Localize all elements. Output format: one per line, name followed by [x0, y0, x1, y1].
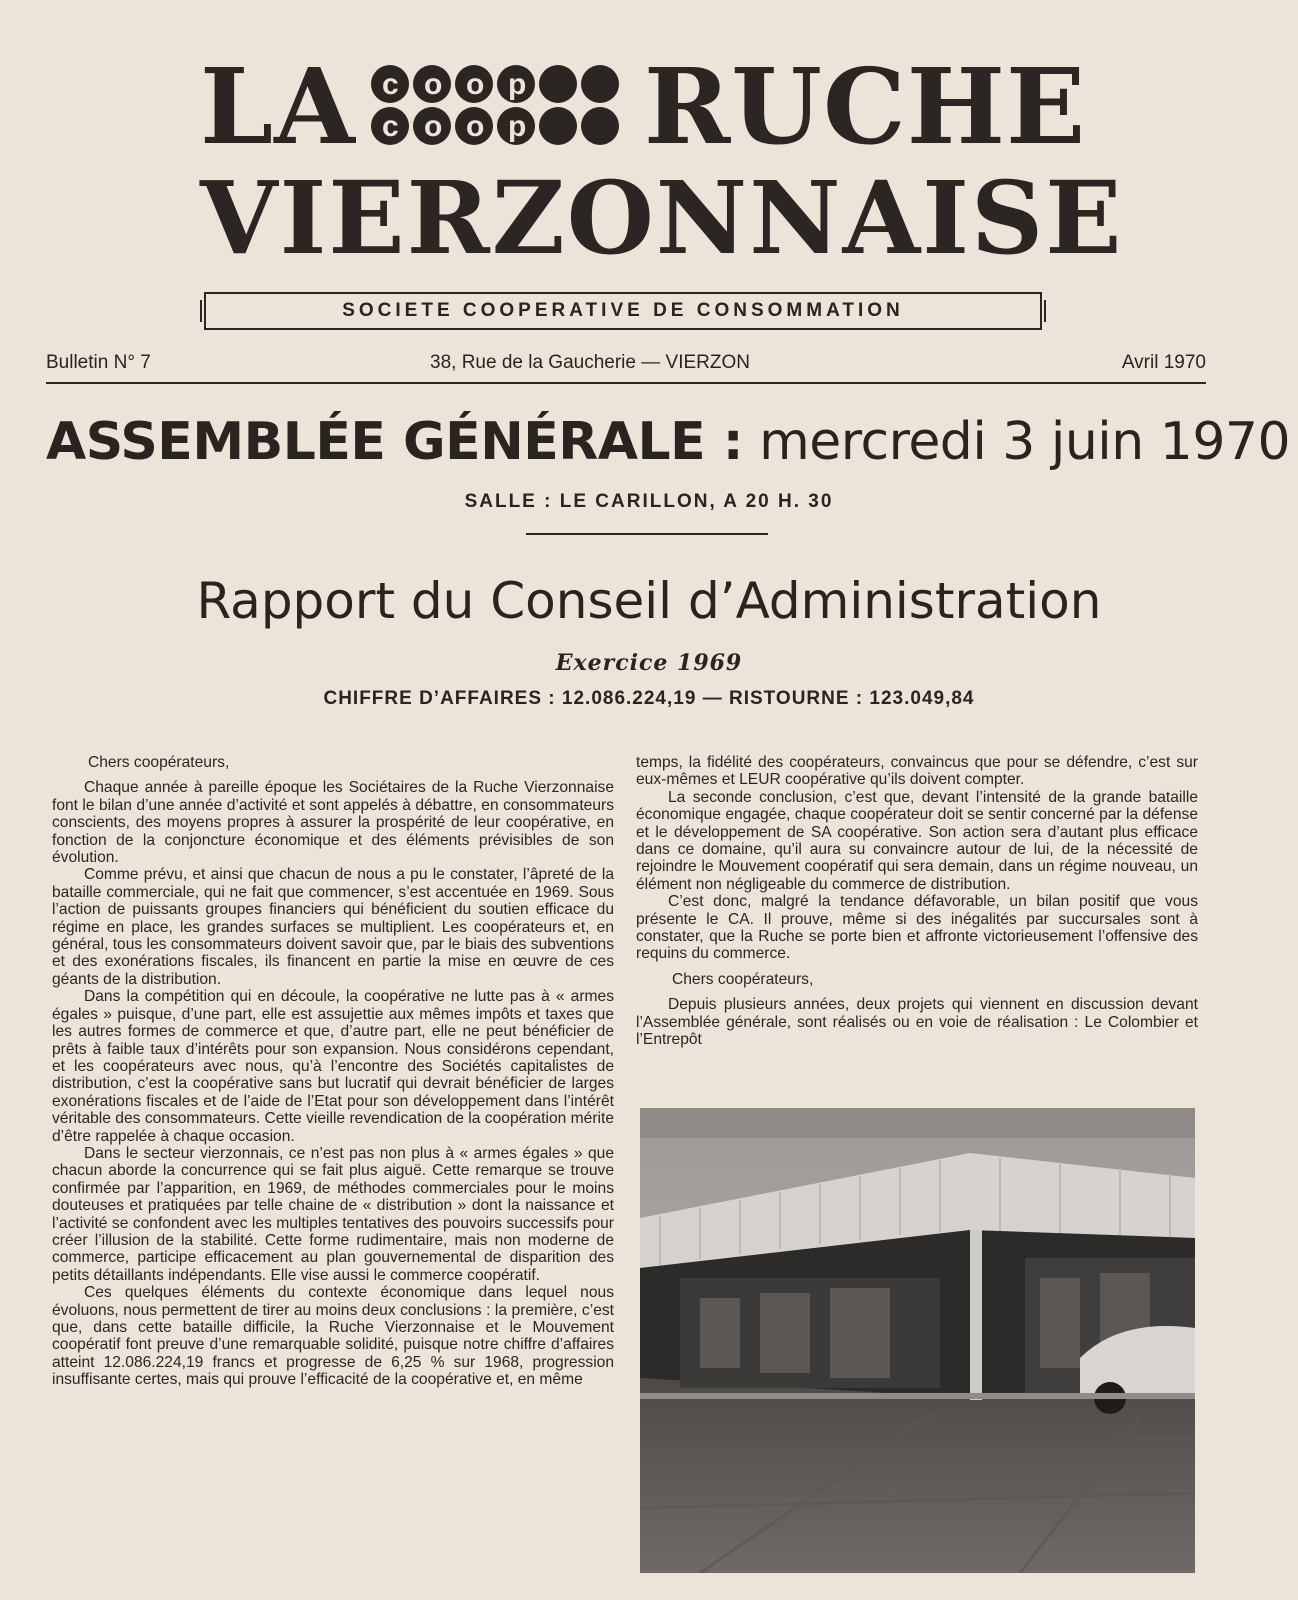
info-line: [46, 352, 1206, 384]
masthead-subtitle: SOCIETE COOPERATIVE DE CONSOMMATION: [204, 292, 1042, 330]
paragraph: Depuis plusieurs années, deux projets qui viennent en discussion devant l’Assemblée générale, sont réalisés ou en voie de réalisation : Le Colombier et l’Entrepôt: [636, 996, 1198, 1049]
paragraph: Comme prévu, et ainsi que chacun de nous a pu le constater, l’âpreté de la bataille commerciale, qui ne fait que commencer, s’est accentuée en 1969. Sous l’action de puissants groupes financiers qui bénéficient du soutien efficace du régime en place, les grandes surfaces se multiplient. Les coopérateurs et, en général, tous les consommateurs doivent savoir que, par le biais des subventions et des exonérations fiscales, ils financent en partie la mise en œuvre de ces géants de la distribution.: [52, 866, 614, 988]
masthead-ruche: RUCHE: [643, 45, 1087, 168]
divider: [526, 533, 768, 535]
headline-date: mercredi 3 juin 1970: [743, 412, 1291, 472]
paragraph: La seconde conclusion, c’est que, devant l’intensité de la grande bataille économique engagée, chaque coopérateur doit se sentir concerné par la défense et le développement de SA coopérative. Son action sera d’autant plus efficace dans ce domaine, qu’il aura su convaincre autour de lui, de la nécessité de rejoindre le Mouvement coopératif qui sera demain, dans un régime nouveau, un élément non négligeable du commerce de distribution.: [636, 788, 1198, 893]
svg-text:o: o: [465, 67, 486, 101]
report-title: Rapport du Conseil d’Administration: [196, 572, 1102, 630]
masthead-la: LA: [200, 45, 356, 168]
coop-logo: [370, 60, 630, 156]
paragraph: temps, la fidélité des coopérateurs, convaincus que pour se défendre, c’est sur eux-mêmes et LEUR coopérative qu’ils doivent compter.: [636, 754, 1198, 789]
paragraph: Dans le secteur vierzonnais, ce n’est pas non plus à « armes égales » que chacun aborde la concurrence qui se fait plus aiguë. Cette remarque se trouve confirmée par l’apparition, en 1969, de méthodes commerciales pour le moins douteuses et pratiquées par telle chaine de « distribution » dont la naissance et l’activité se confondent avec les multiples tentatives des pouvoirs successifs pour créer l’illusion de la stabilité. Cette forme rudimentaire, mais non moderne de commerce, participe efficacement au plan gouvernemental de disparition des petits détaillants indépendants. Elle vise aussi le commerce coopératif.: [52, 1144, 614, 1284]
paragraph: Chaque année à pareille époque les Sociétaires de la Ruche Vierzonnaise font le bilan d’une année d’activité et sont appelés à débattre, en consommateurs conscients, des moyens propres à assurer la prospérité de leur coopérative, en fonction de la conjoncture économique et des éléments prévisibles de son évolution.: [52, 779, 614, 867]
svg-text:p: p: [507, 67, 528, 101]
address: 38, Rue de la Gaucherie — VIERZON: [430, 352, 750, 373]
report-exercice: Exercice 1969: [555, 650, 743, 676]
paragraph: Ces quelques éléments du contexte économique dans lequel nous évoluons, nous permettent de tirer au moins deux conclusions : la première, c’est que, dans cette bataille difficile, la Ruche Vierzonnaise et le Mouvement coopératif font preuve d’une remarquable solidité, puisque notre chiffre d’affaires atteint 12.086.224,19 francs et progresse de 6,25 % sur 1968, progression insuffisante certes, mais qui prouve l’efficacité de la coopérative et, en même: [52, 1284, 614, 1389]
headline: [46, 412, 1291, 472]
right-column: [636, 754, 1198, 1049]
svg-text:c: c: [381, 109, 400, 143]
report-figures: CHIFFRE D’AFFAIRES : 12.086.224,19 — RISTOURNE : 123.049,84: [323, 688, 975, 709]
svg-text:o: o: [465, 109, 486, 143]
paragraph: C’est donc, malgré la tendance défavorable, un bilan positif que vous présente le CA. Il prouve, même si des inégalités par succursales sont à constater, que la Ruche se porte bien et affronte victorieusement l’offensive des requins du commerce.: [636, 893, 1198, 963]
store-photo: [640, 1108, 1195, 1573]
masthead-line-2: VIERZONNAISE: [200, 159, 1124, 277]
paragraph: Chers coopérateurs,: [672, 970, 814, 988]
paragraph: Chers coopérateurs,: [88, 754, 230, 771]
paragraph: Dans la compétition qui en découle, la coopérative ne lutte pas à « armes égales » puisque, d’une part, elle est assujettie aux mêmes impôts et taxes que les autres formes de commerce et que, d’autre part, elle ne peut bénéficier de prêts à faible taux d’intérêts pour son expansion. Nous considérons cependant, et les coopérateurs avec nous, qu’à l’encontre des Sociétés capitalistes de distribution, c’est la coopérative sans but lucratif qui devrait bénéficier de larges exonérations fiscales et de l’aide de l’Etat pour son développement dans l’intérêt véritable des consommateurs. Cette vieille revendication de la coopération mérite d’être rappelée à chaque occasion.: [52, 988, 614, 1145]
headline-venue: SALLE : LE CARILLON, A 20 H. 30: [464, 491, 834, 512]
bulletin-number: Bulletin N° 7: [46, 352, 151, 373]
svg-text:p: p: [507, 109, 528, 143]
left-column: [52, 754, 614, 1389]
masthead-line-1: [200, 45, 1087, 168]
svg-text:o: o: [423, 67, 444, 101]
svg-text:c: c: [381, 67, 400, 101]
headline-main: ASSEMBLÉE GÉNÉRALE :: [46, 412, 744, 472]
svg-text:o: o: [423, 109, 444, 143]
issue-date: Avril 1970: [1121, 352, 1206, 373]
